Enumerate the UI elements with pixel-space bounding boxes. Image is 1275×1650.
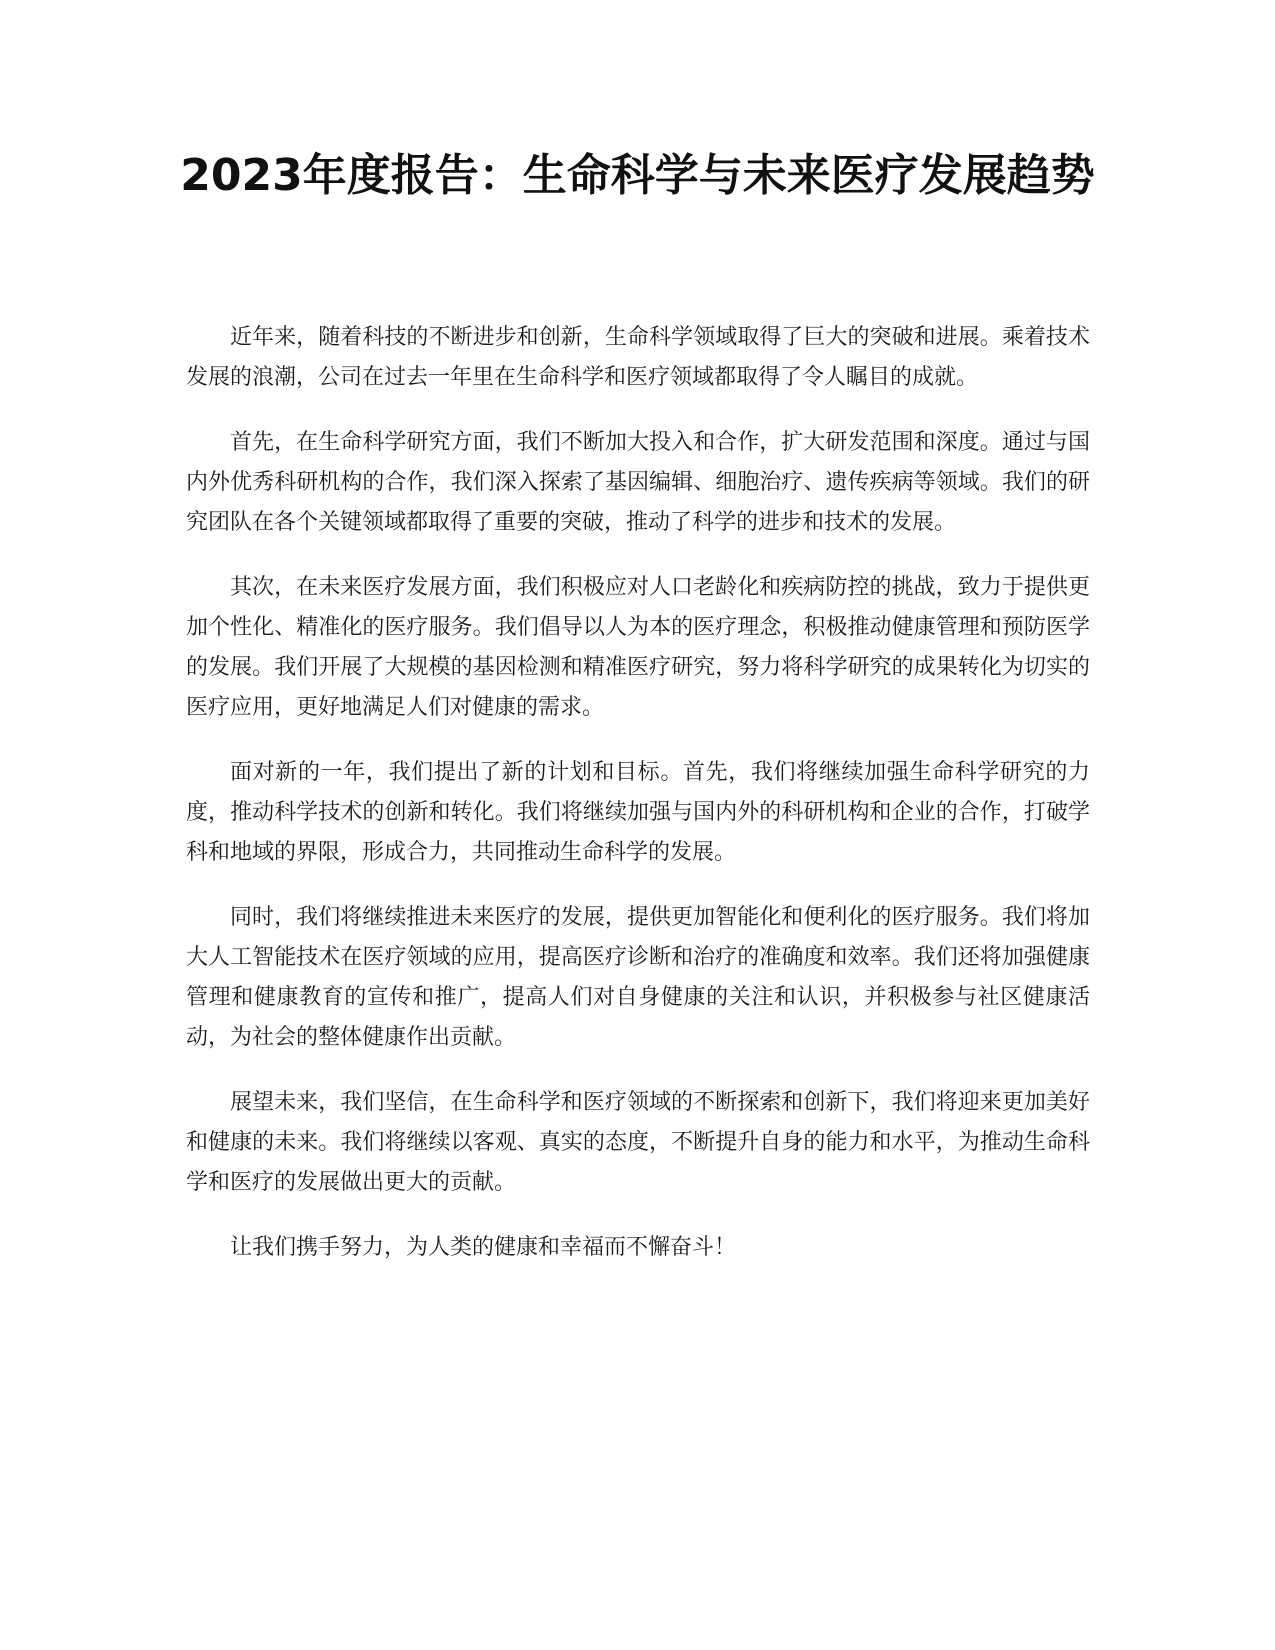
- paragraph-4: 面对新的一年，我们提出了新的计划和目标。首先，我们将继续加强生命科学研究的力度，推动科学技术的创新和转化。我们将继续加强与国内外的科研机构和企业的合作，打破学科和地域的界限，形成合力，共同推动生命科学的发展。: [186, 760, 1090, 865]
- paragraph-5: 同时，我们将继续推进未来医疗的发展，提供更加智能化和便利化的医疗服务。我们将加大人工智能技术在医疗领域的应用，提高医疗诊断和治疗的准确度和效率。我们还将加强健康管理和健康教育的宣传和推广，提高人们对自身健康的关注和认识，并积极参与社区健康活动，为社会的整体健康作出贡献。: [186, 905, 1090, 1050]
- paragraph-7: 让我们携手努力，为人类的健康和幸福而不懈奋斗！: [230, 1235, 737, 1260]
- paragraph-6: 展望未来，我们坚信，在生命科学和医疗领域的不断探索和创新下，我们将迎来更加美好和健康的未来。我们将继续以客观、真实的态度，不断提升自身的能力和水平，为推动生命科学和医疗的发展做出更大的贡献。: [186, 1090, 1090, 1195]
- paragraph-2: 首先，在生命科学研究方面，我们不断加大投入和合作，扩大研发范围和深度。通过与国内外优秀科研机构的合作，我们深入探索了基因编辑、细胞治疗、遗传疾病等领域。我们的研究团队在各个关键领域都取得了重要的突破，推动了科学的进步和技术的发展。: [186, 430, 1090, 535]
- paragraph-3: 其次，在未来医疗发展方面，我们积极应对人口老龄化和疾病防控的挑战，致力于提供更加个性化、精准化的医疗服务。我们倡导以人为本的医疗理念，积极推动健康管理和预防医学的发展。我们开展了大规模的基因检测和精准医疗研究，努力将科学研究的成果转化为切实的医疗应用，更好地满足人们对健康的需求。: [186, 575, 1090, 720]
- document-body: [186, 318, 1090, 1293]
- document-title: 2023年度报告：生命科学与未来医疗发展趋势: [180, 150, 1095, 201]
- paragraph-1: 近年来，随着科技的不断进步和创新，生命科学领域取得了巨大的突破和进展。乘着技术发展的浪潮，公司在过去一年里在生命科学和医疗领域都取得了令人瞩目的成就。: [186, 325, 1090, 390]
